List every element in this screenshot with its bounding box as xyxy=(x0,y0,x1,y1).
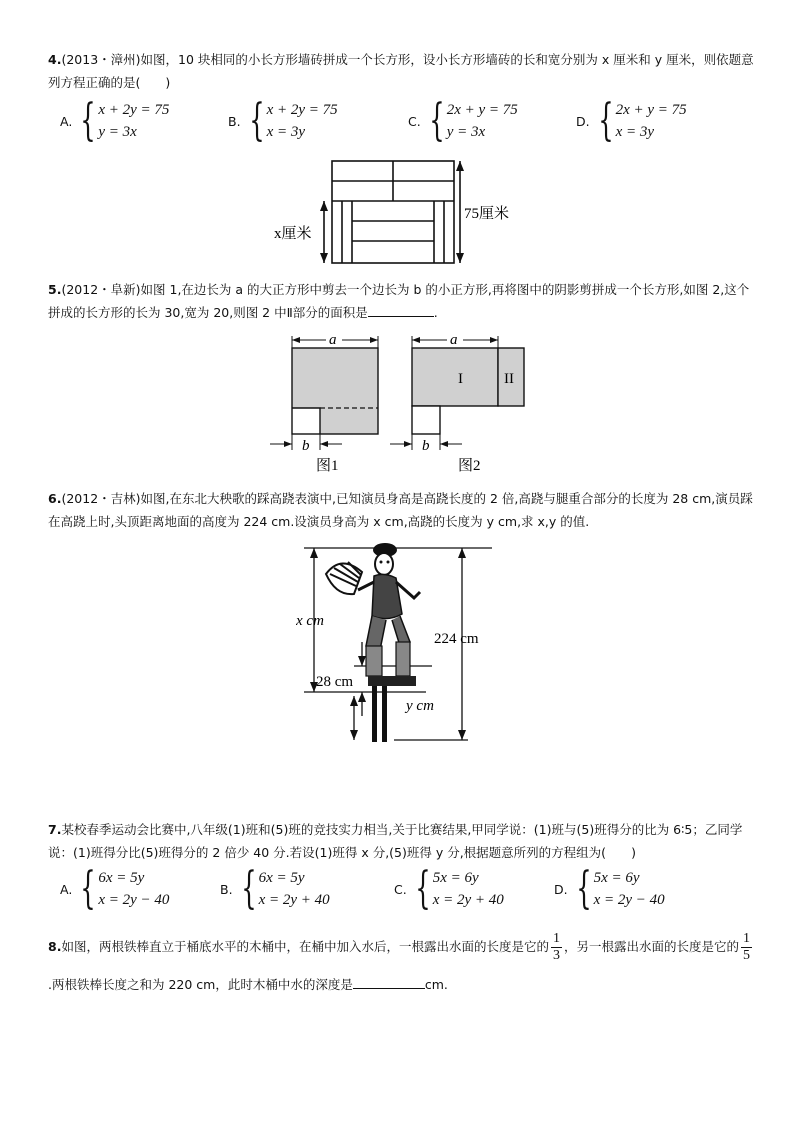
stilt-walker-figure xyxy=(296,534,498,744)
75-cm-label: 75厘米 xyxy=(464,206,510,222)
question-8: 8.如图，两根铁棒直立于桶底水平的木桶中，在桶中加入水后，一根露出水面的长度是它的 $\frac{1}{3}$ ，另一根露出水面的长度是它的 $\frac{1}{5}$ .两根铁棒长度之和为 220 cm，此时木桶中水的深度是 cm. xyxy=(48,931,750,992)
question-5: 5.(2012・阜新)如图 1,在边长为 a 的大正方形中剪去一个边长为 b 的小正方形,再将图中的阴影剪拼成一个长方形,如图 2,这个拼成的长方形的长为 30,宽为 20,则图 2 中Ⅱ部分的面积是 . xyxy=(48,282,750,320)
28-cm-label: 28 cm xyxy=(316,674,354,690)
figure-2 xyxy=(390,330,524,473)
option-a[interactable]: A. { x + 2y = 75 y = 3x xyxy=(60,95,170,146)
answer-blank-q5[interactable] xyxy=(368,302,434,317)
224-cm-label: 224 cm xyxy=(434,631,479,647)
question-4-options xyxy=(60,95,760,146)
question-7-number: 7. xyxy=(48,822,62,837)
option-b[interactable]: B. { 6x = 5y x = 2y + 40 xyxy=(220,863,330,914)
fig1-caption: 图1 xyxy=(316,458,339,473)
question-7-options xyxy=(60,863,760,914)
question-6-text: (2012・吉林)如图,在东北大秧歌的踩高跷表演中,已知演员身高是高跷长度的 2 倍,高跷与腿重合部分的长度为 28 cm,演员踩在高跷上时,头顶距离地面的高度为 224 cm.设演员身高为 x cm,高跷的长度为 y cm,求 x,y 的值. xyxy=(48,491,753,529)
x-cm-label: x厘米 xyxy=(274,226,312,242)
fig2-b-label: b xyxy=(422,438,430,454)
question-5-number: 5. xyxy=(48,282,62,297)
question-7-text: 某校春季运动会比赛中,八年级(1)班和(5)班的竞技实力相当,关于比赛结果,甲同学说：(1)班与(5)班得分的比为 6∶5；乙同学说：(1)班得分比(5)班得分的 2 倍少 40 分.若设(1)班得 x 分,(5)班得 y 分,根据题意所列的方程组为( ) xyxy=(48,822,743,860)
fig2-a-label: a xyxy=(450,332,458,348)
fig1-a-label: a xyxy=(329,332,337,348)
part-1-label: I xyxy=(458,371,463,387)
fig1-b-label: b xyxy=(302,438,310,454)
x-cm-label: x cm xyxy=(296,613,324,629)
square-cut-figure xyxy=(262,328,542,473)
option-a[interactable]: A. { 6x = 5y x = 2y − 40 xyxy=(60,863,170,914)
question-4-text: (2013・漳州)如图，10 块相同的小长方形墙砖拼成一个长方形，设小长方形墙砖的长和宽分别为 x 厘米和 y 厘米，则依题意列方程正确的是( ) xyxy=(48,52,754,90)
question-7 xyxy=(48,818,754,864)
option-d[interactable]: D. { 2x + y = 75 x = 3y xyxy=(576,95,687,146)
part-2-label: II xyxy=(504,371,514,387)
fig2-caption: 图2 xyxy=(458,458,481,473)
figure-1 xyxy=(270,330,378,473)
option-d[interactable]: D. { 5x = 6y x = 2y − 40 xyxy=(554,863,665,914)
option-c[interactable]: C. { 5x = 6y x = 2y + 40 xyxy=(394,863,504,914)
brick-wall-figure xyxy=(270,155,540,270)
option-c[interactable]: C. { 2x + y = 75 y = 3x xyxy=(408,95,518,146)
question-4-number: 4. xyxy=(48,52,62,67)
option-b[interactable]: B. { x + 2y = 75 x = 3y xyxy=(228,95,338,146)
answer-blank-q8[interactable] xyxy=(353,974,425,989)
y-cm-label: y cm xyxy=(406,698,434,714)
question-8-number: 8. xyxy=(48,939,62,954)
question-4 xyxy=(48,48,754,94)
question-5-text: (2012・阜新)如图 1,在边长为 a 的大正方形中剪去一个边长为 b 的小正方形,再将图中的阴影剪拼成一个长方形,如图 2,这个拼成的长方形的长为 30,宽为 20,则图 2 中Ⅱ部分的面积是 xyxy=(48,282,750,320)
fraction-one-third: $\frac{1}{3}$ xyxy=(552,931,560,963)
question-6-number: 6. xyxy=(48,491,62,506)
question-6 xyxy=(48,487,754,533)
fraction-one-fifth: $\frac{1}{5}$ xyxy=(742,931,750,963)
